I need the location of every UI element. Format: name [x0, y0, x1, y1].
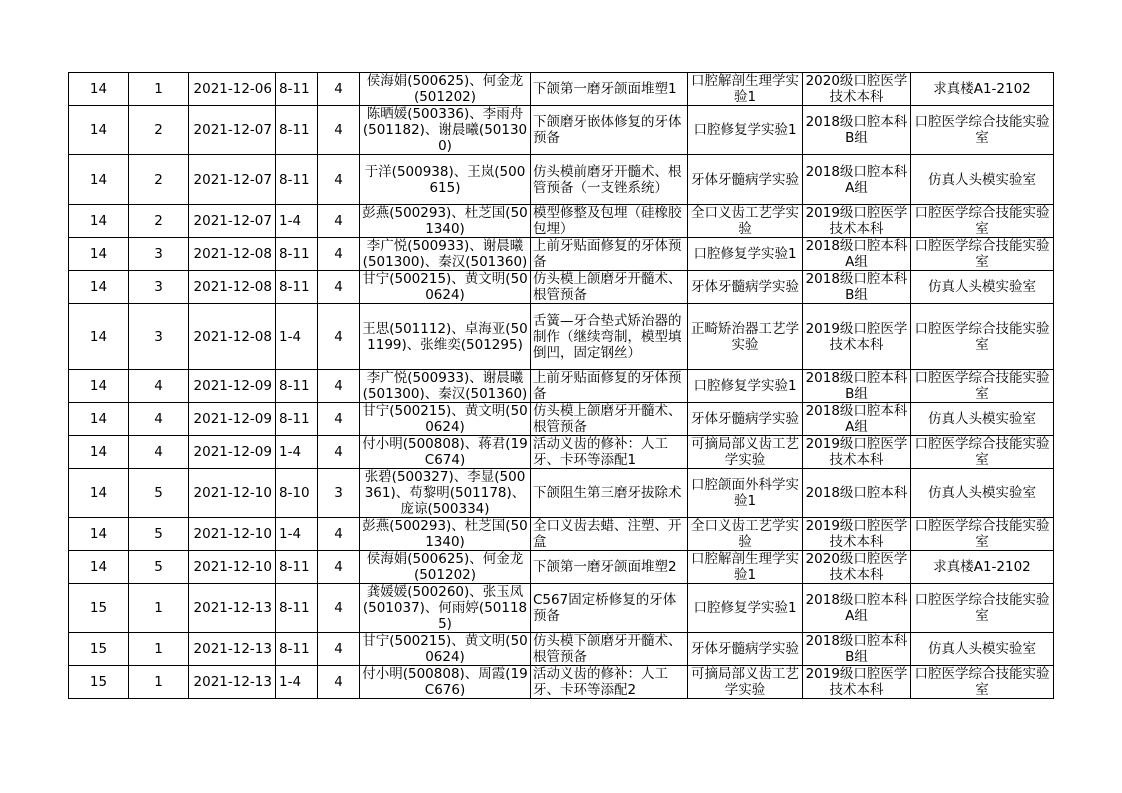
sessions-cell: 8-11: [276, 155, 318, 205]
weekday-cell: 1: [129, 584, 189, 633]
class-cell: 2019级口腔医学技术本科: [803, 304, 911, 370]
sessions-cell: 8-11: [276, 271, 318, 304]
course-cell: 牙体牙髓病学实验: [688, 633, 803, 666]
class-cell: 2018级口腔本科B组: [803, 271, 911, 304]
teachers-cell: 甘宁(500215)、黄文明(500624): [360, 633, 531, 666]
hours-cell: 3: [318, 469, 360, 518]
hours-cell: 4: [318, 403, 360, 436]
week-cell: 14: [69, 271, 129, 304]
teachers-cell: 付小明(500808)、周霞(19C676): [360, 666, 531, 699]
weekday-cell: 4: [129, 436, 189, 469]
date-cell: 2021-12-07: [189, 155, 276, 205]
hours-cell: 4: [318, 271, 360, 304]
content-cell: 仿头模前磨牙开髓术、根管预备（一支锉系统）: [531, 155, 688, 205]
week-cell: 14: [69, 370, 129, 403]
teachers-cell: 龚媛媛(500260)、张玉凤(501037)、何雨婷(501185): [360, 584, 531, 633]
date-cell: 2021-12-07: [189, 205, 276, 238]
weekday-cell: 2: [129, 155, 189, 205]
location-cell: 求真楼A1-2102: [911, 551, 1054, 584]
teachers-cell: 李广悦(500933)、谢晨曦(501300)、秦汉(501360): [360, 238, 531, 271]
week-cell: 14: [69, 518, 129, 551]
teachers-cell: 陈晒媛(500336)、李雨舟(501182)、谢晨曦(501300): [360, 106, 531, 155]
location-cell: 口腔医学综合技能实验室: [911, 370, 1054, 403]
schedule-table: [68, 72, 1054, 699]
table-row: [69, 106, 1054, 155]
hours-cell: 4: [318, 370, 360, 403]
teachers-cell: 甘宁(500215)、黄文明(500624): [360, 271, 531, 304]
weekday-cell: 4: [129, 403, 189, 436]
location-cell: 仿真人头模实验室: [911, 403, 1054, 436]
weekday-cell: 2: [129, 205, 189, 238]
weekday-cell: 1: [129, 666, 189, 699]
course-cell: 口腔修复学实验1: [688, 584, 803, 633]
sessions-cell: 1-4: [276, 666, 318, 699]
location-cell: 仿真人头模实验室: [911, 271, 1054, 304]
weekday-cell: 1: [129, 73, 189, 106]
weekday-cell: 5: [129, 469, 189, 518]
weekday-cell: 3: [129, 304, 189, 370]
location-cell: 口腔医学综合技能实验室: [911, 238, 1054, 271]
location-cell: 求真楼A1-2102: [911, 73, 1054, 106]
teachers-cell: 彭燕(500293)、杜芝国(501340): [360, 518, 531, 551]
table-row: [69, 551, 1054, 584]
course-cell: 口腔颌面外科学实验1: [688, 469, 803, 518]
week-cell: 14: [69, 403, 129, 436]
week-cell: 14: [69, 551, 129, 584]
weekday-cell: 1: [129, 633, 189, 666]
content-cell: 仿头模下颌磨牙开髓术、根管预备: [531, 633, 688, 666]
week-cell: 14: [69, 205, 129, 238]
location-cell: 口腔医学综合技能实验室: [911, 584, 1054, 633]
location-cell: 口腔医学综合技能实验室: [911, 304, 1054, 370]
hours-cell: 4: [318, 205, 360, 238]
class-cell: 2018级口腔本科B组: [803, 106, 911, 155]
teachers-cell: 侯海娟(500625)、何金龙(501202): [360, 73, 531, 106]
table-row: [69, 469, 1054, 518]
class-cell: 2018级口腔本科A组: [803, 155, 911, 205]
table-row: [69, 436, 1054, 469]
content-cell: 仿头模上颌磨牙开髓术、根管预备: [531, 403, 688, 436]
hours-cell: 4: [318, 155, 360, 205]
week-cell: 14: [69, 106, 129, 155]
teachers-cell: 侯海娟(500625)、何金龙(501202): [360, 551, 531, 584]
table-row: [69, 633, 1054, 666]
course-cell: 口腔修复学实验1: [688, 238, 803, 271]
date-cell: 2021-12-10: [189, 518, 276, 551]
sessions-cell: 1-4: [276, 518, 318, 551]
class-cell: 2019级口腔医学技术本科: [803, 436, 911, 469]
sessions-cell: 8-11: [276, 238, 318, 271]
week-cell: 14: [69, 238, 129, 271]
table-row: [69, 584, 1054, 633]
content-cell: 模型修整及包埋（硅橡胶包埋）: [531, 205, 688, 238]
weekday-cell: 5: [129, 551, 189, 584]
content-cell: 全口义齿去蜡、注塑、开盒: [531, 518, 688, 551]
date-cell: 2021-12-08: [189, 238, 276, 271]
content-cell: 下颌磨牙嵌体修复的牙体预备: [531, 106, 688, 155]
content-cell: 上前牙贴面修复的牙体预备: [531, 370, 688, 403]
week-cell: 14: [69, 73, 129, 106]
week-cell: 15: [69, 666, 129, 699]
content-cell: 下颌第一磨牙颌面堆塑1: [531, 73, 688, 106]
class-cell: 2018级口腔本科A组: [803, 238, 911, 271]
location-cell: 仿真人头模实验室: [911, 469, 1054, 518]
sessions-cell: 8-11: [276, 370, 318, 403]
sessions-cell: 1-4: [276, 205, 318, 238]
table-row: [69, 205, 1054, 238]
hours-cell: 4: [318, 238, 360, 271]
class-cell: 2018级口腔本科B组: [803, 633, 911, 666]
date-cell: 2021-12-06: [189, 73, 276, 106]
week-cell: 14: [69, 304, 129, 370]
course-cell: 口腔修复学实验1: [688, 370, 803, 403]
date-cell: 2021-12-08: [189, 271, 276, 304]
sessions-cell: 1-4: [276, 436, 318, 469]
location-cell: 口腔医学综合技能实验室: [911, 666, 1054, 699]
course-cell: 可摘局部义齿工艺学实验: [688, 666, 803, 699]
hours-cell: 4: [318, 518, 360, 551]
teachers-cell: 于洋(500938)、王岚(500615): [360, 155, 531, 205]
table-row: [69, 238, 1054, 271]
class-cell: 2018级口腔本科: [803, 469, 911, 518]
table-row: [69, 155, 1054, 205]
class-cell: 2020级口腔医学技术本科: [803, 551, 911, 584]
sessions-cell: 8-11: [276, 403, 318, 436]
table-row: [69, 370, 1054, 403]
date-cell: 2021-12-13: [189, 584, 276, 633]
date-cell: 2021-12-07: [189, 106, 276, 155]
class-cell: 2019级口腔医学技术本科: [803, 666, 911, 699]
course-cell: 牙体牙髓病学实验: [688, 271, 803, 304]
sessions-cell: 8-11: [276, 584, 318, 633]
weekday-cell: 5: [129, 518, 189, 551]
content-cell: 活动义齿的修补：人工牙、卡环等添配2: [531, 666, 688, 699]
hours-cell: 4: [318, 584, 360, 633]
course-cell: 口腔解剖生理学实验1: [688, 73, 803, 106]
date-cell: 2021-12-13: [189, 666, 276, 699]
content-cell: 活动义齿的修补：人工牙、卡环等添配1: [531, 436, 688, 469]
hours-cell: 4: [318, 551, 360, 584]
location-cell: 仿真人头模实验室: [911, 155, 1054, 205]
schedule-body: [69, 73, 1054, 699]
date-cell: 2021-12-13: [189, 633, 276, 666]
content-cell: 下颌第一磨牙颌面堆塑2: [531, 551, 688, 584]
week-cell: 15: [69, 584, 129, 633]
course-cell: 可摘局部义齿工艺学实验: [688, 436, 803, 469]
date-cell: 2021-12-08: [189, 304, 276, 370]
class-cell: 2019级口腔医学技术本科: [803, 518, 911, 551]
table-row: [69, 518, 1054, 551]
hours-cell: 4: [318, 73, 360, 106]
sessions-cell: 8-11: [276, 551, 318, 584]
hours-cell: 4: [318, 106, 360, 155]
location-cell: 仿真人头模实验室: [911, 633, 1054, 666]
teachers-cell: 甘宁(500215)、黄文明(500624): [360, 403, 531, 436]
weekday-cell: 3: [129, 271, 189, 304]
sessions-cell: 1-4: [276, 304, 318, 370]
table-row: [69, 304, 1054, 370]
course-cell: 正畸矫治器工艺学实验: [688, 304, 803, 370]
content-cell: 舌簧—牙合垫式矫治器的制作（继续弯制，模型填倒凹，固定钢丝）: [531, 304, 688, 370]
date-cell: 2021-12-10: [189, 469, 276, 518]
teachers-cell: 李广悦(500933)、谢晨曦(501300)、秦汉(501360): [360, 370, 531, 403]
week-cell: 15: [69, 633, 129, 666]
weekday-cell: 4: [129, 370, 189, 403]
course-cell: 牙体牙髓病学实验: [688, 403, 803, 436]
sessions-cell: 8-10: [276, 469, 318, 518]
content-cell: 下颌阻生第三磨牙拔除术: [531, 469, 688, 518]
table-row: [69, 666, 1054, 699]
sessions-cell: 8-11: [276, 73, 318, 106]
table-row: [69, 73, 1054, 106]
hours-cell: 4: [318, 436, 360, 469]
week-cell: 14: [69, 155, 129, 205]
class-cell: 2018级口腔本科A组: [803, 403, 911, 436]
course-cell: 牙体牙髓病学实验: [688, 155, 803, 205]
hours-cell: 4: [318, 304, 360, 370]
week-cell: 14: [69, 436, 129, 469]
location-cell: 口腔医学综合技能实验室: [911, 436, 1054, 469]
table-row: [69, 403, 1054, 436]
weekday-cell: 2: [129, 106, 189, 155]
course-cell: 全口义齿工艺学实验: [688, 205, 803, 238]
location-cell: 口腔医学综合技能实验室: [911, 518, 1054, 551]
hours-cell: 4: [318, 633, 360, 666]
weekday-cell: 3: [129, 238, 189, 271]
location-cell: 口腔医学综合技能实验室: [911, 205, 1054, 238]
date-cell: 2021-12-10: [189, 551, 276, 584]
date-cell: 2021-12-09: [189, 436, 276, 469]
date-cell: 2021-12-09: [189, 403, 276, 436]
teachers-cell: 彭燕(500293)、杜芝国(501340): [360, 205, 531, 238]
content-cell: 上前牙贴面修复的牙体预备: [531, 238, 688, 271]
teachers-cell: 张碧(500327)、李显(500361)、苟黎明(501178)、庞谅(500334): [360, 469, 531, 518]
location-cell: 口腔医学综合技能实验室: [911, 106, 1054, 155]
course-cell: 口腔解剖生理学实验1: [688, 551, 803, 584]
course-cell: 口腔修复学实验1: [688, 106, 803, 155]
teachers-cell: 付小明(500808)、蒋君(19C674): [360, 436, 531, 469]
class-cell: 2018级口腔本科A组: [803, 584, 911, 633]
content-cell: C567固定桥修复的牙体预备: [531, 584, 688, 633]
sessions-cell: 8-11: [276, 633, 318, 666]
teachers-cell: 王思(501112)、卓海亚(501199)、张维奕(501295): [360, 304, 531, 370]
class-cell: 2020级口腔医学技术本科: [803, 73, 911, 106]
class-cell: 2018级口腔本科B组: [803, 370, 911, 403]
course-cell: 全口义齿工艺学实验: [688, 518, 803, 551]
hours-cell: 4: [318, 666, 360, 699]
table-row: [69, 271, 1054, 304]
content-cell: 仿头模上颌磨牙开髓术、根管预备: [531, 271, 688, 304]
class-cell: 2019级口腔医学技术本科: [803, 205, 911, 238]
week-cell: 14: [69, 469, 129, 518]
sessions-cell: 8-11: [276, 106, 318, 155]
date-cell: 2021-12-09: [189, 370, 276, 403]
